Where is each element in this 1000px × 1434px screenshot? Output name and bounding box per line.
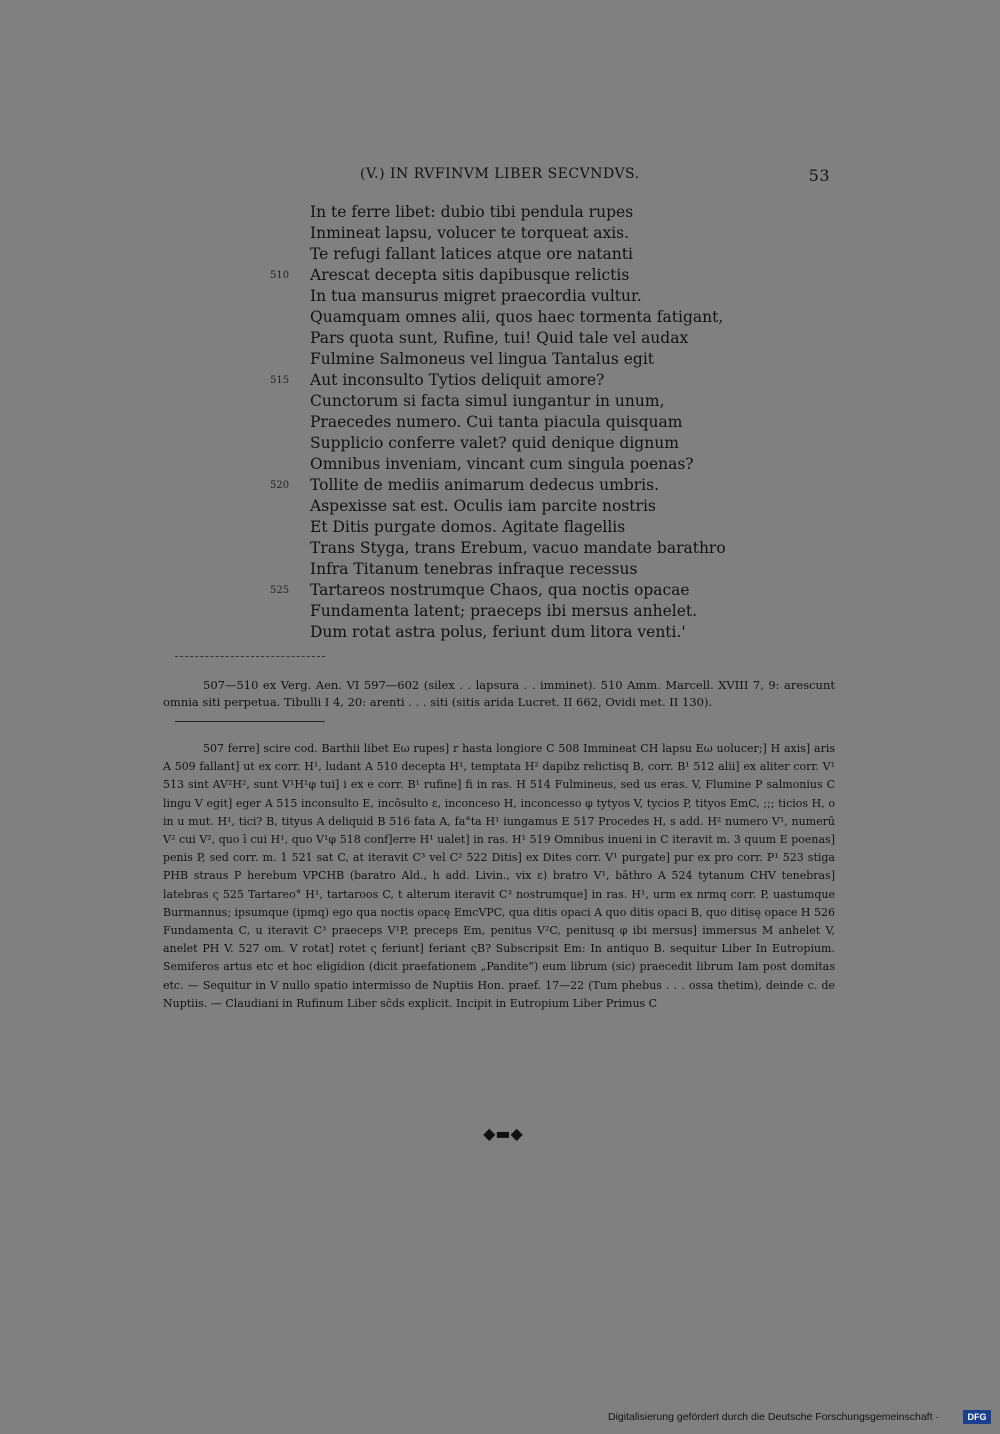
verse-line: Praecedes numero. Cui tanta piacula quisquam bbox=[310, 413, 683, 431]
verse-line: Dum rotat astra polus, feriunt dum litora venti.' bbox=[310, 623, 686, 641]
verse-line: Et Ditis purgate domos. Agitate flagellis bbox=[310, 518, 626, 536]
sources-note bbox=[163, 677, 835, 711]
verse-line: Pars quota sunt, Rufine, tui! Quid tale vel audax bbox=[310, 329, 689, 347]
verse-line: Omnibus inveniam, vincant cum singula poenas? bbox=[310, 455, 694, 473]
verse-line: Tollite de mediis animarum dedecus umbris. bbox=[310, 476, 659, 494]
sources-text: 507—510 ex Verg. Aen. VI 597—602 (silex . . lapsura . . imminet). 510 Amm. Marcell. XVIII 7, 9: arescunt omnia siti perpetua. Tibulli I 4, 20: arenti . . . siti (sitis arida Lucret. II 662, Ovidi met. II 130). bbox=[163, 678, 835, 709]
running-title: (V.) IN RVFINVM LIBER SECVNDVS. bbox=[360, 166, 640, 182]
verse-number: 510 bbox=[270, 270, 290, 281]
verse-line: In te ferre libet: dubio tibi pendula rupes bbox=[310, 203, 634, 221]
verse-line: Supplicio conferre valet? quid denique dignum bbox=[310, 434, 679, 452]
verse-number: 525 bbox=[270, 585, 290, 596]
verse-line: In tua mansurus migret praecordia vultur. bbox=[310, 287, 642, 305]
apparatus-text: 507 ferre] scire cod. Barthii libet Eω rupes] r hasta longiore C 508 Immineat CH lapsu Eω uolucer;] H axis] aris A 509 fallant] ut ex corr. H¹, ludant A 510 decepta H¹, temptata H² dapibz relictisq B, corr. B¹ 512 alii] ex aliter corr. V¹ 513 sint AV²H², sunt V¹H¹φ tui] i ex e corr. B¹ rufine] fi in ras. H 514 Fulmineus, sed us eras. V, Flumine P salmonius C lingu V egit] eger A 515 inconsulto E, incōsulto ε, inconceso H, inconcesso φ tytyos V, tycios P, tityos EmC, ;;; ticios H, o in u mut. H¹, tici? B, tityus A deliquid B 516 fata A, fa°ta H¹ iungamus E 517 Procedes H, s add. H² numero V¹, numerū V² cui V², quo ī cui H¹, quo V¹φ 518 conf]erre H¹ ualet] in ras. H¹ 519 Omnibus inueni in C iteravit m. 3 quum E poenas] penis P, sed corr. m. 1 521 sat C, at iteravit C³ vel C² 522 Ditis] ex Dites corr. V¹ purgate] pur ex pro corr. P¹ 523 stiga PHB straus P herebum VPCHB (baratro Ald., h add. Livin., vix ε) bratro V¹, bāthro A 524 tytanum CHV tenebras] latebras ς 525 Tartareo° H¹, tartaroos C, t alterum iteravit C³ nostrumque] in ras. H¹, urm ex nrmq corr. P, uastumque Burmannus; ipsumque (ipmq) ego qua noctis opacę EmcVPC, qua ditis opaci A quo ditis opaci B, quo ditisę opace H 526 Fundamenta C, u iteravit C³ praeceps V¹P, preceps Em, penitus V²C, penitusq φ ibi mersus] immersus M anhelet V, anelet PH V. 527 om. V rotat] rotet ς feriunt] feriant ςB? Subscripsit Em: In antiquo B. sequitur Liber In Eutropium. Semiferos artus etc et hoc eligidion (dicit praefationem „Pandite“) eum librum (sic) praecedit librum Iam post domitas etc. — Sequitur in V nullo spatio intermisso de Nuptiis Hon. praef. 17—22 (Tum phebus . . . ossa thetim), deinde c. de Nuptiis. — Claudiani in Rufinum Liber sc̄ds explicit. Incipit in Eutropium Liber Primus C bbox=[163, 742, 835, 1010]
verse-line: Trans Styga, trans Erebum, vacuo mandate barathro bbox=[310, 539, 726, 557]
dfg-logo: DFG bbox=[963, 1410, 991, 1424]
verse-line: Cunctorum si facta simul iungantur in unum, bbox=[310, 392, 665, 410]
verse-line: Aspexisse sat est. Oculis iam parcite nostris bbox=[310, 497, 656, 515]
page-number: 53 bbox=[808, 166, 830, 185]
verse-line: Fulmine Salmoneus vel lingua Tantalus egit bbox=[310, 350, 655, 368]
critical-apparatus bbox=[163, 740, 835, 1013]
verse-line: Te refugi fallant latices atque ore natanti bbox=[310, 245, 633, 263]
verse-line: Inmineat lapsu, volucer te torqueat axis. bbox=[310, 224, 630, 242]
verse-number: 515 bbox=[270, 375, 290, 386]
footer-credit: Digitalisierung gefördert durch die Deutsche Forschungsgemeinschaft · bbox=[608, 1411, 939, 1423]
verse-line: Tartareos nostrumque Chaos, qua noctis opacae bbox=[310, 581, 690, 599]
ornament-icon: ◆▬◆ bbox=[483, 1124, 523, 1143]
rule-divider bbox=[175, 721, 325, 722]
rule-divider bbox=[175, 656, 325, 657]
verse-line: Quamquam omnes alii, quos haec tormenta fatigant, bbox=[310, 308, 724, 326]
verse-line: Aut inconsulto Tytios deliquit amore? bbox=[310, 371, 605, 389]
verse-line: Infra Titanum tenebras infraque recessus bbox=[310, 560, 638, 578]
verse-line: Arescat decepta sitis dapibusque relictis bbox=[310, 266, 630, 284]
verse-number: 520 bbox=[270, 480, 290, 491]
verse-line: Fundamenta latent; praeceps ibi mersus anhelet. bbox=[310, 602, 698, 620]
